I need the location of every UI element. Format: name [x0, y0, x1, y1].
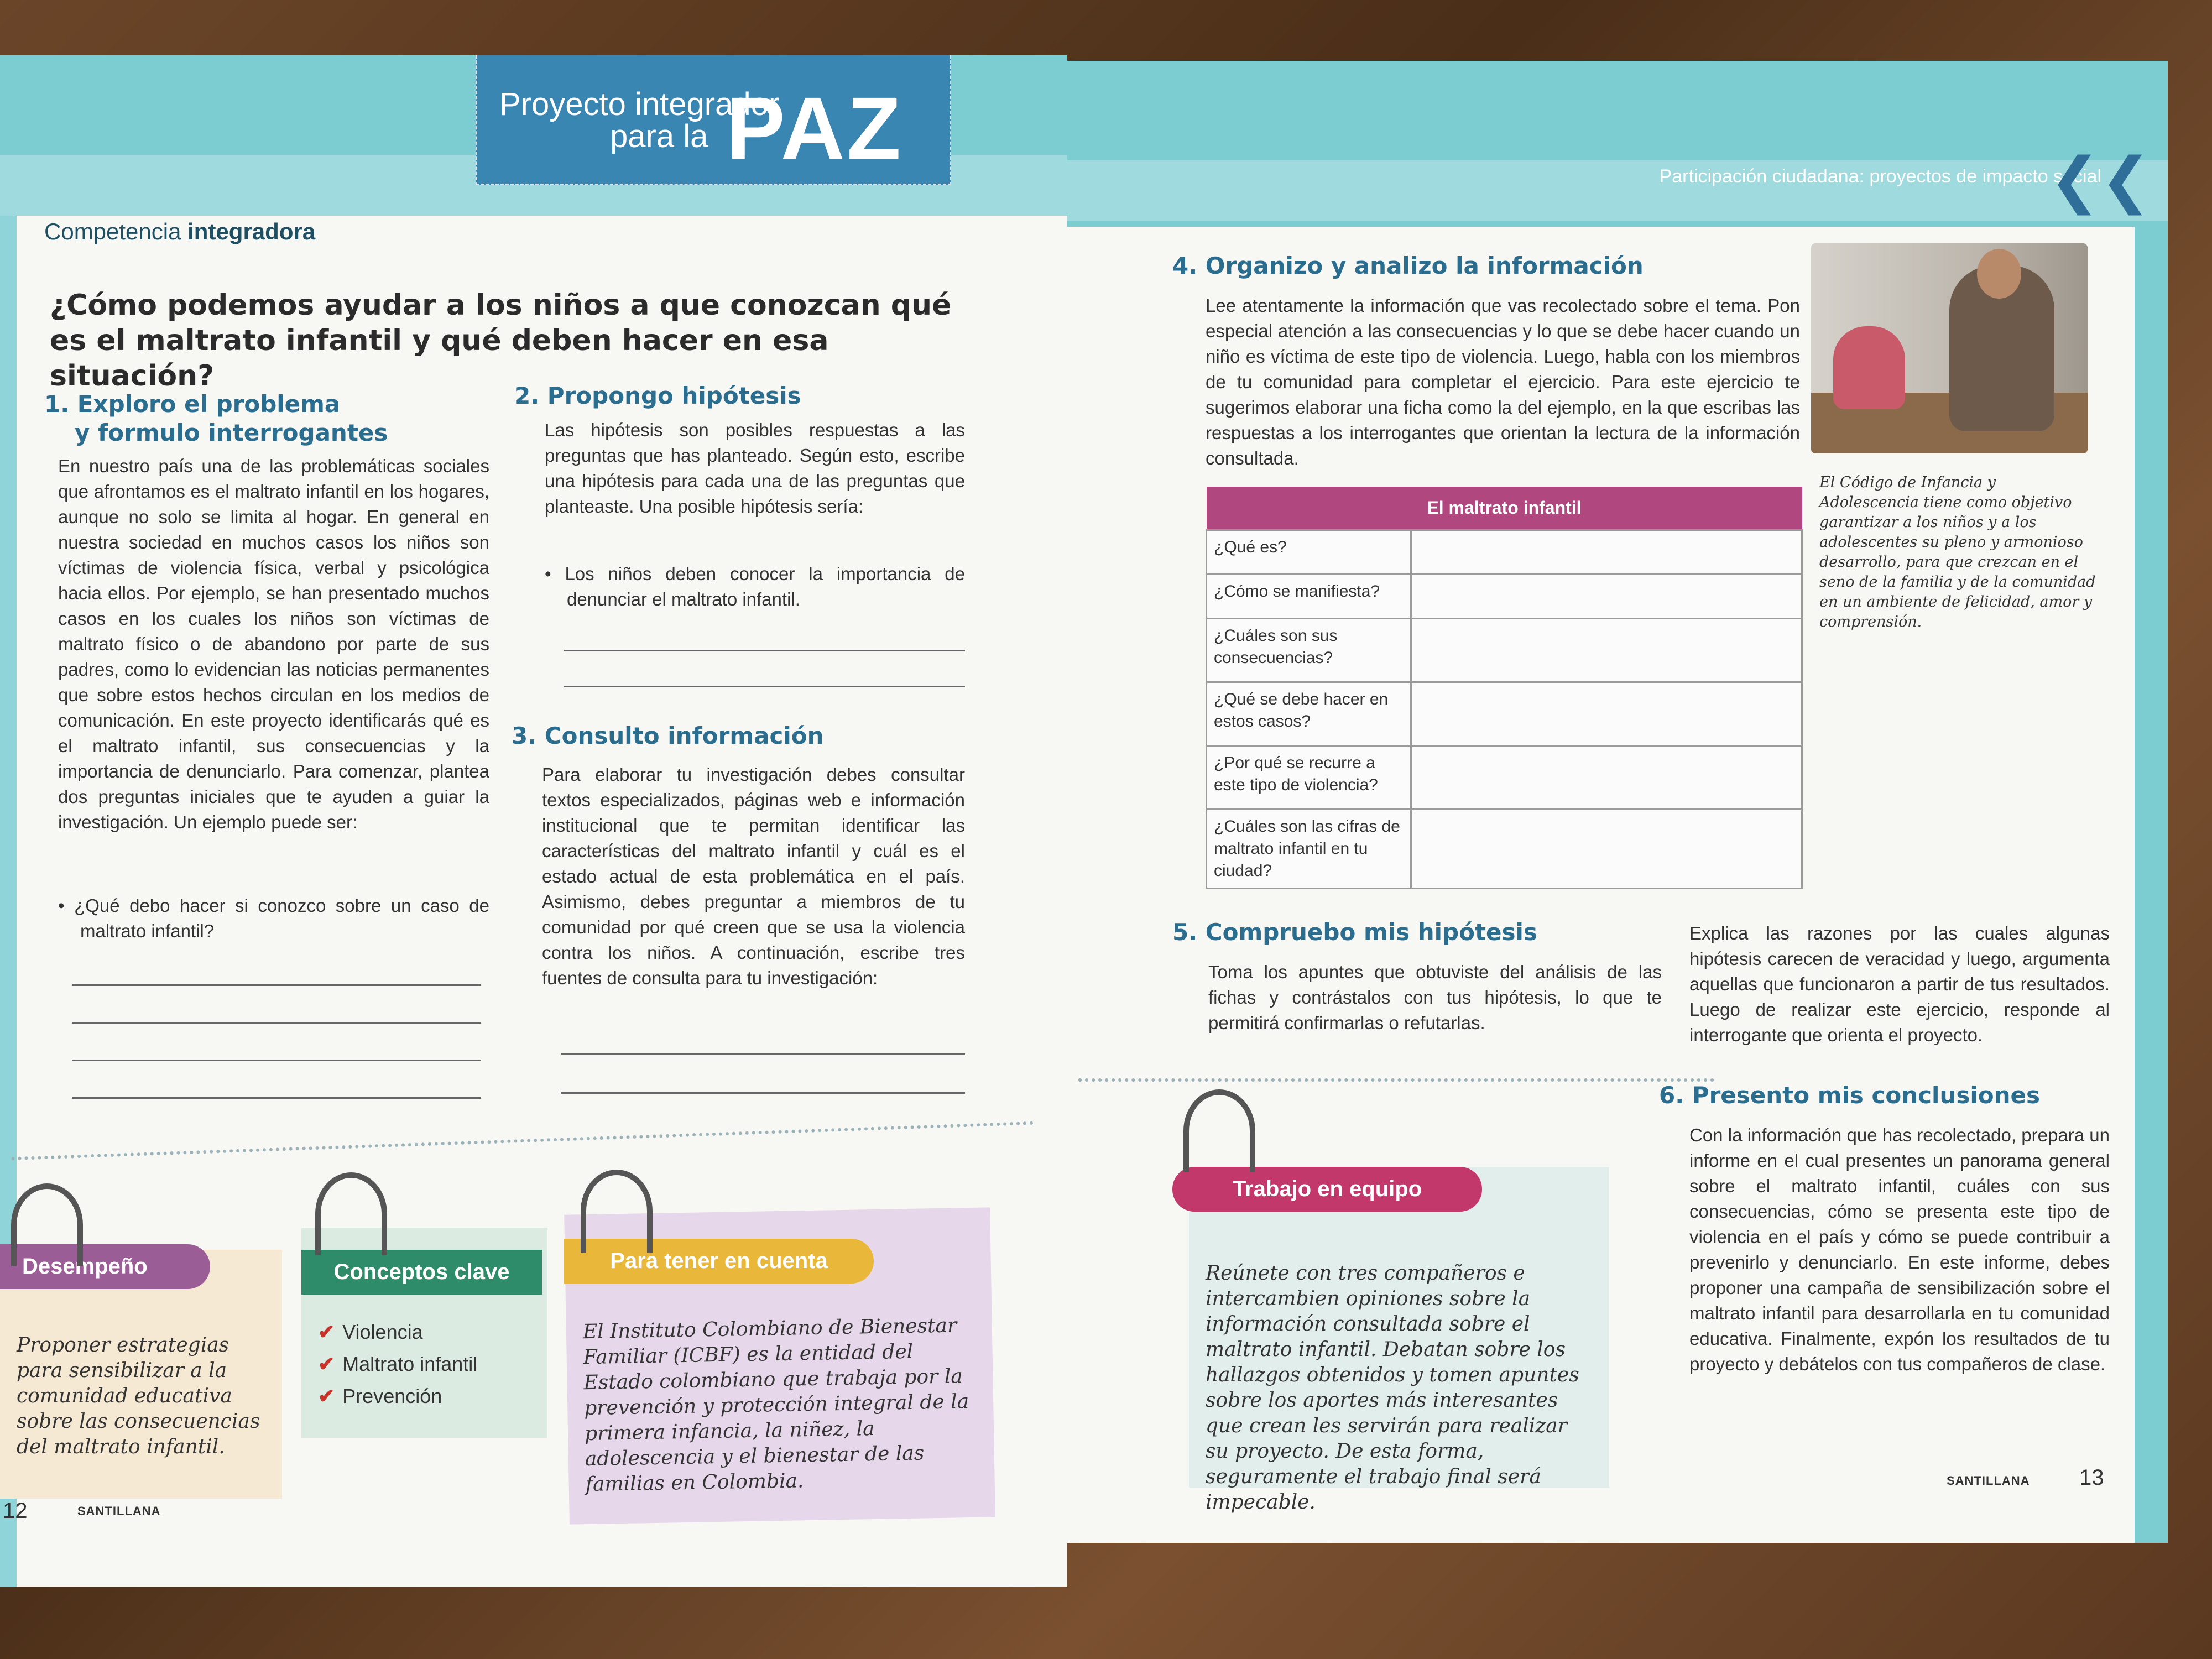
binder-ring-icon [315, 1172, 387, 1255]
right-page [1067, 61, 2168, 1543]
project-title-small: Proyecto integrador para la [499, 86, 780, 154]
project-title-box [476, 55, 951, 185]
section-1-body: En nuestro país una de las problemáticas sociales que afrontamos es el maltrato infantil en los hogares, aunque no solo se limita al hogar. En general en nuestra sociedad en muchos casos los niños son víctimas de violencia física, verbal y psicológica hacia ellos. Por ejemplo, se han presentado muchos casos en los cuales los niños son víctimas de maltrato físico o de abandono por parte de sus padres, como lo evidencian las noticias permanentes que sobre estos hechos circulan en los medios de comunicación. En este proyecto identificarás qué es el maltrato infantil, sus consecuencias y la importancia de denunciarlo. Para comenzar, plantea dos preguntas iniciales que te ayuden a guiar la investigación. Un ejemplo puede ser: [58, 456, 489, 832]
answer-line[interactable] [564, 650, 965, 651]
answer-line[interactable] [72, 1097, 481, 1099]
section-4-title: 4. Organizo y analizo la información [1172, 252, 1644, 279]
concepto-item: ✔ Maltrato infantil [318, 1353, 478, 1375]
section-5-title: 5. Compruebo mis hipótesis [1172, 919, 1537, 946]
chevron-left-icon: ❮❮ [2049, 144, 2151, 215]
table-answer-cell[interactable] [1411, 575, 1802, 619]
table-question: ¿Qué es? [1207, 530, 1411, 575]
table-row [1207, 682, 1802, 746]
tener-text: El Instituto Colombiano de Bienestar Familiar (ICBF) es la entidad del Estado colombiano que trabaja por la prevención y protección integral de la primera infancia, la niñez, la adolescencia y el bienestar de las familias en Colombia. [582, 1314, 969, 1496]
equipo-text: Reúnete con tres compañeros e intercambien opiniones sobre la información consultada sobre el maltrato infantil. Debatan sobre los hallazgos obtenidos y tomen apuntes sobre los aportes más interesantes que crean les servirán para realizar su proyecto. De esta forma, seguramente el trabajo final será impecable. [1206, 1262, 1579, 1514]
page-edge [2135, 227, 2168, 1543]
section-6-body: Con la información que has recolectado, prepara un informe en el cual presentes un panorama general sobre el maltrato infantil, cuáles con sus consecuencias, cómo se presenta este tipo de violencia en el país y cómo se puede contribuir a prevenirlo y denunciarlo. En este informe, debes proponer una campaña de sensibilización sobre el maltrato infantil para desarrollarla en tu comunidad educativa. Finalmente, expón los resultados de tu proyecto y debátelos con tus compañeros de clase. [1689, 1125, 2110, 1374]
photo-adult-scolding-child [1811, 243, 2088, 453]
table-row [1207, 575, 1802, 619]
section-2-bullet: • Los niños deben conocer la importancia de denunciar el maltrato infantil. [545, 564, 965, 609]
table-answer-cell[interactable] [1411, 530, 1802, 575]
table-row [1207, 810, 1802, 889]
desempeno-text: Proponer estrategias para sensibilizar a la comunidad educativa sobre las consecuencias del maltrato infantil. [17, 1334, 260, 1458]
decorative-dotted-path [11, 1121, 1034, 1161]
answer-line[interactable] [72, 1060, 481, 1061]
decorative-dotted-path [1078, 1078, 1714, 1082]
section-2-title: 2. Propongo hipótesis [514, 382, 801, 409]
tener-label: Para tener en cuenta [564, 1239, 874, 1284]
table-answer-cell[interactable] [1411, 810, 1802, 889]
section-4-body: Lee atentamente la información que vas recolectado sobre el tema. Pon especial atención a las consecuencias y lo que se debe hacer cuando un niño es víctima de este tipo de violencia. Luego, habla con los miembros de tu comunidad para completar el ejercicio. Para este ejercicio te sugerimos elaborar una ficha como la del ejemplo, en la que escribas las respuestas a los interrogantes que orientan la lectura de la información consultada. [1206, 295, 1800, 468]
section-5-body-right: Explica las razones por las cuales algunas hipótesis carecen de veracidad y luego, argumenta aquellas que funcionaron a partir de tus resultados. Luego de realizar este ejercicio, responde al interrogante que orienta el proyecto. [1689, 923, 2110, 1045]
page-number-left: 12 [3, 1499, 28, 1523]
table-question: ¿Cuáles son las cifras de maltrato infantil en tu ciudad? [1207, 810, 1411, 889]
santillana-logo: SANTILLANA [77, 1504, 161, 1518]
answer-line[interactable] [561, 1092, 965, 1094]
answer-line[interactable] [564, 686, 965, 687]
section-3-body: Para elaborar tu investigación debes consultar textos especializados, páginas web e información institucional que te permitan identificar las características del maltrato infantil y cuál es el estado actual de esta problemática en el país. Asimismo, debes preguntar a miembros de tu comunidad por qué creen que se usa la violencia contra los niños. A continuación, escribe tres fuentes de consulta para tu investigación: [542, 764, 965, 988]
main-question: ¿Cómo podemos ayudar a los niños a que conozcan qué es el maltrato infantil y qué deben hacer en esa situación? [50, 289, 952, 393]
table-question: ¿Qué se debe hacer en estos casos? [1207, 682, 1411, 746]
header-band [1067, 61, 2168, 227]
page-number-right: 13 [2079, 1465, 2104, 1490]
concepto-item: ✔ Prevención [318, 1385, 442, 1407]
table-question: ¿Por qué se recurre a este tipo de violencia? [1207, 746, 1411, 810]
section-5-body: Toma los apuntes que obtuviste del análisis de las fichas y contrástalos con tus hipótesis, lo que te permitirá confirmarlas o refutarlas. [1208, 962, 1662, 1033]
binder-ring-icon [11, 1183, 83, 1266]
table-question: ¿Cómo se manifiesta? [1207, 575, 1411, 619]
table-title: El maltrato infantil [1207, 487, 1802, 530]
table-answer-cell[interactable] [1411, 619, 1802, 682]
binder-ring-icon [1183, 1089, 1255, 1172]
section-1-bullet: • ¿Qué debo hacer si conozco sobre un caso de maltrato infantil? [58, 895, 489, 941]
answer-line[interactable] [561, 1053, 965, 1055]
conceptos-label: Conceptos clave [301, 1250, 542, 1295]
table-row [1207, 746, 1802, 810]
section-6-title: 6. Presento mis conclusiones [1659, 1082, 2040, 1109]
answer-line[interactable] [72, 1022, 481, 1024]
section-tag: Participación ciudadana: proyectos de impacto social [1659, 166, 2101, 187]
section-2-body: Las hipótesis son posibles respuestas a las preguntas que has planteado. Según esto, escribe una hipótesis para cada una de las preguntas que planteaste. Una posible hipótesis sería: [545, 420, 965, 517]
answer-line[interactable] [72, 984, 481, 986]
concepto-item: ✔ Violencia [318, 1321, 423, 1343]
section-3-title: 3. Consulto información [512, 722, 824, 749]
section-1-title: 1. Exploro el problema y formulo interrogantes [44, 390, 388, 446]
left-page [0, 55, 1067, 1587]
maltrato-table [1206, 487, 1803, 889]
table-question: ¿Cuáles son sus consecuencias? [1207, 619, 1411, 682]
binder-ring-icon [581, 1170, 653, 1253]
photo-caption: El Código de Infancia y Adolescencia tiene como objetivo garantizar a los niños y a los adolescentes su pleno y armonioso desarrollo, para que crezcan en el seno de la familia y de la comunidad en un ambiente de felicidad, amor y comprensión. [1819, 474, 2096, 630]
project-title-paz: PAZ [726, 79, 904, 178]
desempeno-label: Desempeño [0, 1244, 210, 1289]
competencia-label: Competencia integradora [44, 218, 316, 244]
equipo-card [1189, 1167, 1609, 1514]
table-row [1207, 619, 1802, 682]
conceptos-list [318, 1316, 531, 1412]
equipo-label: Trabajo en equipo [1172, 1167, 1482, 1212]
table-answer-cell[interactable] [1411, 682, 1802, 746]
table-answer-cell[interactable] [1411, 746, 1802, 810]
santillana-logo: SANTILLANA [1947, 1474, 2030, 1488]
table-row [1207, 530, 1802, 575]
